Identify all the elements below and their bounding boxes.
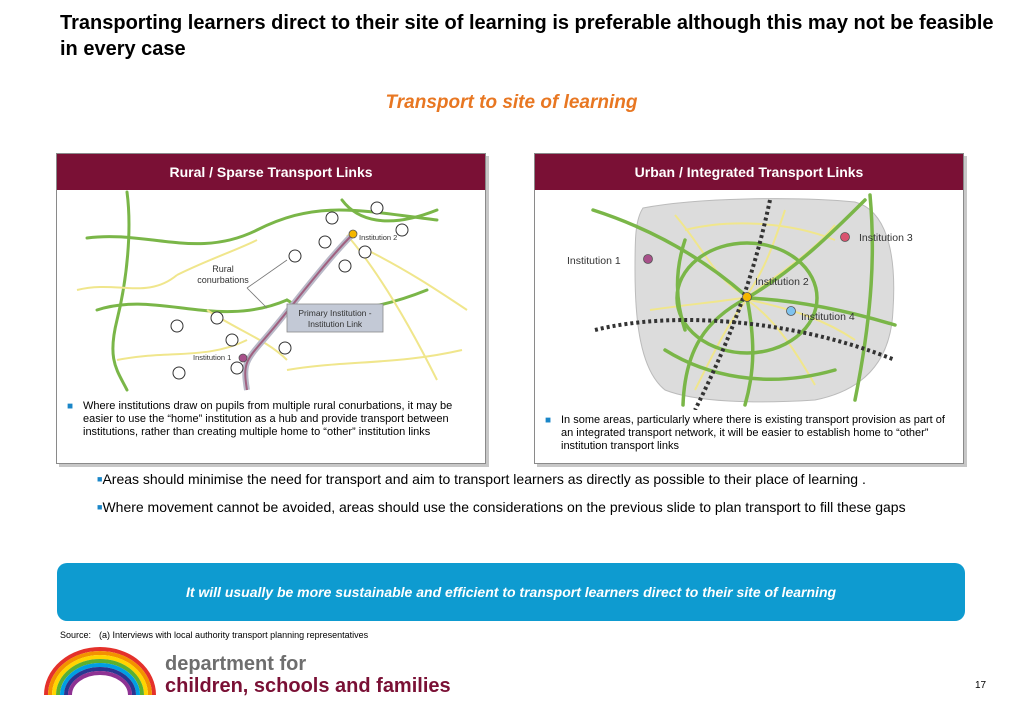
source-label: Source:	[60, 630, 92, 640]
urban-institution-4-marker	[787, 307, 796, 316]
slide-subtitle: Transport to site of learning	[385, 92, 638, 113]
page-number: 17	[975, 680, 987, 691]
source-note	[60, 630, 368, 640]
rural-bullet-text: Where institutions draw on pupils from multiple rural conurbations, it may be easier to use the “home” institution as a hub and provide transport between institutions, rather than creating multiple home to “other” institution links	[83, 400, 453, 438]
link-label-line1: Primary Institution -	[298, 308, 372, 318]
conurbation-icon	[171, 320, 183, 332]
rural-leader-line	[247, 288, 267, 308]
logo-line2: children, schools and families	[165, 675, 451, 697]
urban-institution-2-marker	[743, 293, 752, 302]
conurbation-icon	[279, 342, 291, 354]
bullet-square-icon: ■	[67, 401, 74, 412]
institution-1-marker	[239, 354, 247, 362]
body-bullet-text: Areas should minimise the need for transport and aim to transport learners as directly as possible to their place of learning .	[102, 471, 866, 487]
rural-yellow-roads	[77, 235, 467, 380]
conurbation-icon	[231, 362, 243, 374]
conurbation-icon	[226, 334, 238, 346]
link-label-line2: Institution Link	[307, 319, 363, 329]
conurbation-icon	[319, 236, 331, 248]
rural-map	[57, 190, 485, 395]
urban-institution-1-label: Institution 1	[567, 255, 621, 267]
rural-panel	[56, 153, 486, 464]
conurbation-icon	[371, 202, 383, 214]
urban-map	[535, 190, 963, 410]
conurbation-icon	[326, 212, 338, 224]
rural-institution-2-label: Institution 2	[359, 233, 398, 242]
conurbation-icon	[359, 246, 371, 258]
bullet-square-icon: ■	[545, 415, 552, 426]
conurbation-icon	[396, 224, 408, 236]
body-bullets	[97, 470, 937, 526]
urban-institution-2-label: Institution 2	[755, 276, 809, 288]
conurbation-icon	[289, 250, 301, 262]
slide-title: Transporting learners direct to their site of learning is preferable although this may not be feasible in every case	[60, 12, 994, 60]
bullet-square-icon: ■	[97, 474, 103, 484]
institution-2-marker	[349, 230, 357, 238]
urban-panel	[534, 153, 964, 464]
rural-institution-1-label: Institution 1	[193, 353, 232, 362]
conurbations-label: conurbations	[197, 275, 249, 285]
key-message-callout: It will usually be more sustainable and efficient to transport learners direct to their site of learning	[57, 563, 965, 621]
conurbation-icon	[339, 260, 351, 272]
urban-bullet-text: In some areas, particularly where there is existing transport provision as part of an integrated transport network, it will be easier to establish home to “other” institution transport links	[561, 414, 945, 452]
body-bullet-item	[97, 470, 937, 488]
rural-panel-header: Rural / Sparse Transport Links	[57, 154, 485, 190]
rural-bullet	[67, 400, 477, 439]
body-bullet-text: Where movement cannot be avoided, areas should use the considerations on the previous slide to plan transport to fill these gaps	[102, 499, 906, 515]
urban-institution-3-label: Institution 3	[859, 232, 913, 244]
rainbow-logo-icon	[40, 645, 160, 697]
urban-bullet	[545, 414, 955, 453]
rural-leader-line	[247, 260, 287, 288]
urban-institution-4-label: Institution 4	[801, 311, 855, 323]
bullet-square-icon: ■	[97, 502, 103, 512]
logo-line1: department for	[165, 653, 307, 675]
urban-institution-3-marker	[841, 233, 850, 242]
conurbation-icon	[173, 367, 185, 379]
urban-panel-header: Urban / Integrated Transport Links	[535, 154, 963, 190]
source-text: (a) Interviews with local authority transport planning representatives	[99, 630, 369, 640]
dcsf-logo-text	[165, 654, 451, 698]
conurbation-icon	[211, 312, 223, 324]
body-bullet-item	[97, 498, 937, 516]
urban-institution-1-marker	[644, 255, 653, 264]
rural-label: Rural	[212, 264, 234, 274]
